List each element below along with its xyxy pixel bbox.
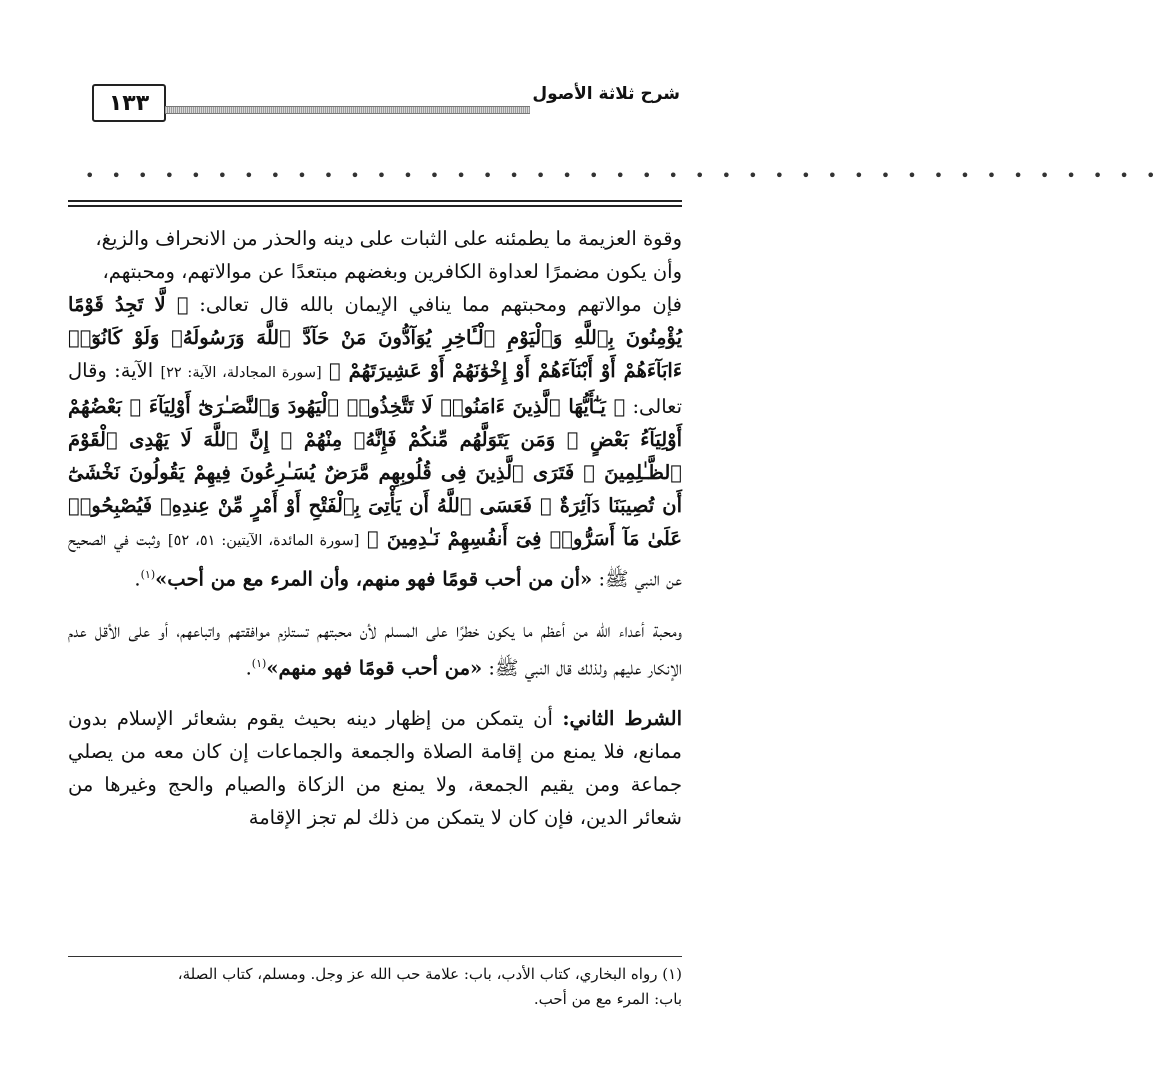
footnote-rule: [68, 956, 682, 957]
quran-verse-1: ﴿ لَّا تَجِدُ قَوْمًا يُؤْمِنُونَ بِٱللَّهِ وَٱلْيَوْمِ ٱلْـَٔاخِرِ يُوَآدُّونَ مَنْ حَآدَّ ٱللَّهَ وَرَسُولَهُۥ وَلَوْ كَانُوٓا۟ ءَابَآءَهُمْ أَوْ أَبْنَآءَهُمْ أَوْ إِخْوَٰنَهُمْ أَوْ عَشِيرَتَهُمْ ﴾: [68, 293, 682, 382]
dotted-separator: • • • • • • • • • • • • • • • • • • • • • • • • • • • • • • • • • • • • • • • • •: [85, 166, 1161, 185]
footnotes: [68, 962, 682, 1012]
paragraph-6: ومحبة أعداء الله من أعظم ما يكون خطرًا على المسلم لأن محبتهم تستلزم موافقتهم واتباعهم، أو على الأقل عدم الإنكار عليهم ولذلك قال النبي ﷺ: «من أحب قومًا فهو منهم»$^{(١)}$.: [68, 618, 682, 679]
double-rule: [68, 200, 682, 210]
running-title: شرح ثلاثة الأصول: [532, 84, 680, 104]
verse-reference-2: [سورة المائدة، الآيتين: ٥١، ٥٢]: [167, 533, 360, 549]
quran-verse-2: ﴿ يَـٰٓأَيُّهَا ٱلَّذِينَ ءَامَنُوا۟ لَا تَتَّخِذُوا۟ ٱلْيَهُودَ وَٱلنَّصَـٰرَىٰٓ أَوْلِيَآءَ ۘ بَعْضُهُمْ أَوْلِيَآءُ بَعْضٍ ۚ وَمَن يَتَوَلَّهُم مِّنكُمْ فَإِنَّهُۥ مِنْهُمْ ۗ إِنَّ ٱللَّهَ لَا يَهْدِى ٱلْقَوْمَ ٱلظَّـٰلِمِينَ ۞ فَتَرَى ٱلَّذِينَ فِى قُلُوبِهِم مَّرَضٌ يُسَـٰرِعُونَ فِيهِمْ يَقُولُونَ نَخْشَىٰٓ أَن تُصِيبَنَا دَآئِرَةٌ ۚ فَعَسَى ٱللَّهُ أَن يَأْتِىَ بِٱلْفَتْحِ أَوْ أَمْرٍ مِّنْ عِندِهِۦ فَيُصْبِحُوا۟ عَلَىٰ مَآ أَسَرُّوا۟ فِىٓ أَنفُسِهِمْ نَـٰدِمِينَ ﴾: [68, 395, 682, 550]
condition-label: الشرط الثاني:: [562, 707, 683, 730]
main-text: [68, 222, 682, 834]
running-header: [70, 82, 680, 122]
paragraph-7: [68, 702, 682, 834]
header-rule: [165, 106, 530, 114]
paragraph-6-text: ومحبة أعداء الله من أعظم ما يكون خطرًا على المسلم لأن محبتهم تستلزم موافقتهم واتباعهم، أو على الأقل عدم الإنكار عليهم ولذلك قال النبي ﷺ:: [68, 618, 682, 679]
footnote-marker-2: (١): [251, 656, 267, 670]
paragraph-7-text: أن يتمكن من إظهار دينه بحيث يقوم بشعائر الإسلام بدون ممانع، فلا يمنع من إقامة الصلاة والجمعة والجماعات إن كان معه من يصلي جماعة ومن يقيم الجمعة، ولا يمنع من الزكاة والصيام والحج وغيرها من شعائر الدين، فإن كان لا يتمكن من ذلك لم تجز الإقامة: [68, 707, 682, 829]
paragraph-2: وأن يكون مضمرًا لعداوة الكافرين وبغضهم مبتعدًا عن موالاتهم، ومحبتهم،: [102, 260, 682, 283]
paragraph-3-intro: فإن موالاتهم ومحبتهم مما ينافي الإيمان بالله قال تعالى:: [199, 293, 682, 316]
paragraph-1: وقوة العزيمة ما يطمئنه على الثبات على دينه والحذر من الانحراف والزيغ،: [95, 227, 682, 250]
paragraph-4-intro: الآية: وقال تعالى:: [68, 359, 683, 418]
paragraph-3: فإن موالاتهم ومحبتهم مما ينافي الإيمان بالله قال تعالى: ﴿ لَّا تَجِدُ قَوْمًا يُؤْمِنُونَ بِٱللَّهِ وَٱلْيَوْمِ ٱلْـَٔاخِرِ يُوَآدُّونَ مَنْ حَآدَّ ٱللَّهَ وَرَسُولَهُۥ وَلَوْ كَانُوٓا۟ ءَابَآءَهُمْ أَوْ أَبْنَآءَهُمْ أَوْ إِخْوَٰنَهُمْ أَوْ عَشِيرَتَهُمْ ﴾ [سورة المجادلة، الآية: ٢٢] الآية: وقال تعالى: ﴿ يَـٰٓأَيُّهَا ٱلَّذِينَ ءَامَنُوا۟ لَا تَتَّخِذُوا۟ ٱلْيَهُودَ وَٱلنَّصَـٰرَىٰٓ أَوْلِيَآءَ ۘ بَعْضُهُمْ أَوْلِيَآءُ بَعْضٍ ۚ وَمَن يَتَوَلَّهُم مِّنكُمْ فَإِنَّهُۥ مِنْهُمْ ۗ إِنَّ ٱللَّهَ لَا يَهْدِى ٱلْقَوْمَ ٱلظَّـٰلِمِينَ ۞ فَتَرَى ٱلَّذِينَ فِى قُلُوبِهِم مَّرَضٌ يُسَـٰرِعُونَ فِيهِمْ يَقُولُونَ نَخْشَىٰٓ أَن تُصِيبَنَا دَآئِرَةٌ ۚ فَعَسَى ٱللَّهُ أَن يَأْتِىَ بِٱلْفَتْحِ أَوْ أَمْرٍ مِّنْ عِندِهِۦ فَيُصْبِحُوا۟ عَلَىٰ مَآ أَسَرُّوا۟ فِىٓ أَنفُسِهِمْ نَـٰدِمِينَ ﴾ [سورة المائدة، الآيتين: ٥١، ٥٢] وثبت في الصحيح عن النبي ﷺ: «أن من أحب قومًا فهو منهم، وأن المرء مع من أحب»$^{(١)}$.: [68, 293, 683, 591]
hadith-1: «أن من أحب قومًا فهو منهم، وأن المرء مع من أحب»: [155, 567, 593, 591]
footnote-marker-1: (١): [140, 568, 156, 581]
footnote-line-1: (١) رواه البخاري، كتاب الأدب، باب: علامة حب الله عز وجل. ومسلم، كتاب الصلة،: [177, 965, 682, 983]
verse-reference-1: [سورة المجادلة، الآية: ٢٢]: [160, 365, 322, 381]
hadith-2: «من أحب قومًا فهو منهم»: [266, 656, 483, 679]
page-number: ١٣٣: [92, 84, 166, 122]
paragraph-5: وثبت في الصحيح عن النبي ﷺ:: [68, 527, 682, 591]
footnote-line-2: باب: المرء مع من أحب.: [533, 990, 682, 1008]
